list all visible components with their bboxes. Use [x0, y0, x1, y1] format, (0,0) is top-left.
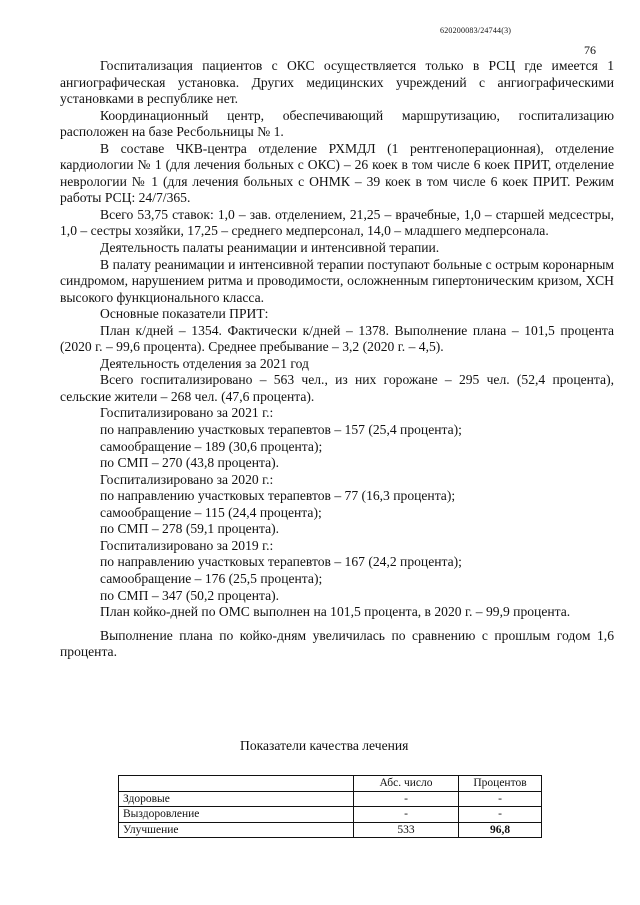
table-cell: 96,8	[459, 822, 542, 838]
list-item: по направлению участковых терапевтов – 157 (25,4 процента);	[100, 422, 462, 438]
table-title: Показатели качества лечения	[240, 738, 409, 753]
table-cell: Здоровые	[119, 791, 354, 807]
list-item: по СМП – 270 (43,8 процента).	[100, 455, 280, 471]
table-row	[119, 791, 542, 807]
paragraph: В палату реанимации и интенсивной терапии поступают больные с острым коронарным синдромом, нарушением ритма и проводимости, осложненным гипертоническим кризом, ХСН высокого функционального класса.	[60, 256, 614, 305]
paragraph: Основные показатели ПРИТ:	[100, 306, 269, 322]
quality-table	[118, 775, 542, 838]
paragraph: Деятельность отделения за 2021 год	[100, 355, 309, 371]
document-body	[60, 58, 614, 661]
table-cell: -	[459, 791, 542, 807]
table-cell: -	[354, 791, 459, 807]
list-item: самообращение – 176 (25,5 процента);	[100, 570, 323, 586]
paragraph: Всего госпитализировано – 563 чел., из них горожане – 295 чел. (52,4 процента), сельские жители – 268 чел. (47,6 процента).	[60, 372, 614, 404]
paragraph: Выполнение плана по койко-дням увеличилась по сравнению с прошлым годом 1,6 процента.	[60, 627, 614, 660]
paragraph: Деятельность палаты реанимации и интенсивной терапии.	[100, 240, 440, 256]
table-header-cell: Процентов	[459, 776, 542, 792]
table-header-row	[119, 776, 542, 792]
paragraph: В составе ЧКВ-центра отделение РХМДЛ (1 рентгеноперационная), отделение кардиологии № 1 (для лечения больных с ОКС) – 26 коек в том числе 6 коек ПРИТ, отделение неврологии № 1 (для лечения больных с ОНМК – 39 коек в том числе 6 коек ПРИТ. Режим работы РСЦ: 24/7/365.	[60, 140, 614, 206]
table-header-cell	[119, 776, 354, 792]
paragraph: Координационный центр, обеспечивающий маршрутизацию, госпитализацию расположен на базе Ресбольницы № 1.	[60, 107, 614, 140]
list-item: по направлению участковых терапевтов – 77 (16,3 процента);	[100, 488, 456, 504]
table-cell: 533	[354, 822, 459, 838]
paragraph: План к/дней – 1354. Фактически к/дней – 1378. Выполнение плана – 101,5 процента (2020 г. – 99,6 процента). Среднее пребывание – 3,2 (2020 г. – 4,5).	[60, 322, 614, 355]
list-heading: Госпитализировано за 2020 г.:	[100, 471, 274, 487]
paragraph: Госпитализация пациентов с ОКС осуществляется только в РСЦ где имеется 1 ангиографическая установка. Других медицинских учреждений с ангиографическими установками в республике нет.	[60, 58, 614, 107]
list-item: самообращение – 115 (24,4 процента);	[100, 504, 322, 520]
list-heading: Госпитализировано за 2021 г.:	[100, 405, 274, 421]
table-cell: Выздоровление	[119, 807, 354, 823]
table-cell: -	[354, 807, 459, 823]
list-item: по направлению участковых терапевтов – 167 (24,2 процента);	[100, 554, 462, 570]
table-cell: Улучшение	[119, 822, 354, 838]
list-heading: Госпитализировано за 2019 г.:	[100, 537, 274, 553]
table-header-cell: Абс. число	[354, 776, 459, 792]
list-item: по СМП – 278 (59,1 процента).	[100, 521, 280, 537]
list-item: самообращение – 189 (30,6 процента);	[100, 438, 323, 454]
table-row	[119, 822, 542, 838]
table-row	[119, 807, 542, 823]
page-number: 76	[584, 43, 596, 57]
list-item: по СМП – 347 (50,2 процента).	[100, 587, 280, 603]
paragraph: Всего 53,75 ставок: 1,0 – зав. отделением, 21,25 – врачебные, 1,0 – старшей медсестры, 1,0 – сестры хозяйки, 17,25 – среднего медперсонал, 14,0 – младшего медперсонала.	[60, 206, 614, 239]
document-id: 620200083/24744(3)	[440, 26, 512, 35]
paragraph: План койко-дней по ОМС выполнен на 101,5 процента, в 2020 г. – 99,9 процента.	[100, 604, 571, 620]
table-cell: -	[459, 807, 542, 823]
